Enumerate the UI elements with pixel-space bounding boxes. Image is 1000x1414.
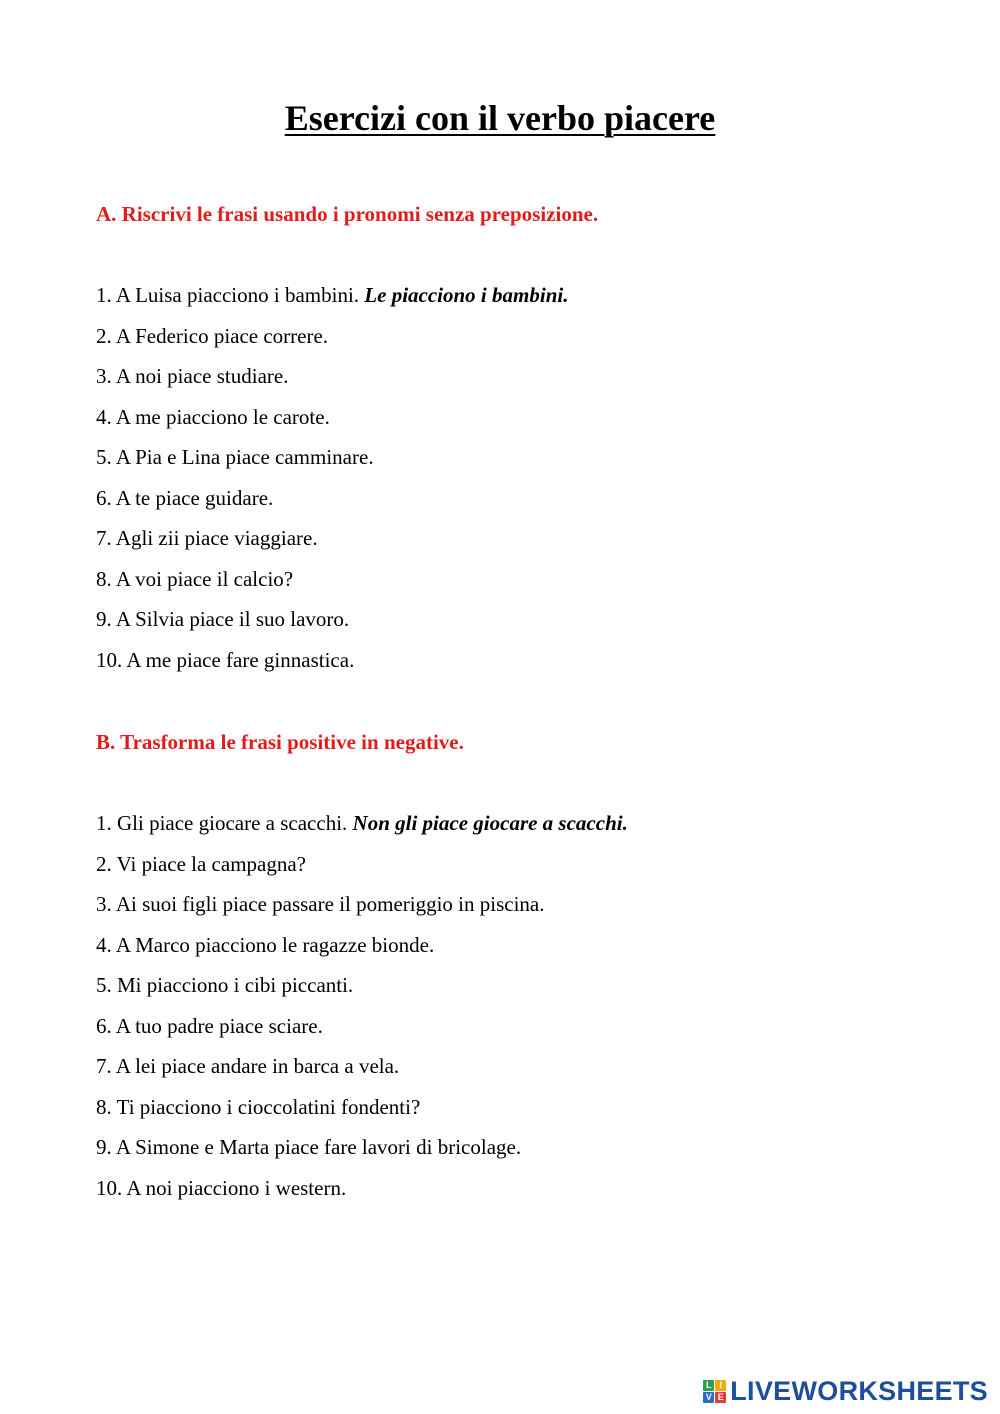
sentence-text: 10. A noi piacciono i western. [96,1175,347,1200]
list-item [96,565,568,606]
list-item [96,605,568,646]
sentence-text: 2. Vi piace la campagna? [96,851,306,876]
list-item [96,1012,628,1053]
liveworksheets-logo-icon [703,1380,726,1403]
sentence-text: 7. A lei piace andare in barca a vela. [96,1054,400,1078]
sentence-text: 5. A Pia e Lina piace camminare. [96,445,374,469]
example-answer: Le piacciono i bambini. [364,283,569,307]
list-item [96,809,628,850]
list-item [96,850,628,891]
section-b-list [96,809,628,1214]
list-item [96,403,568,444]
sentence-text: 6. A te piace guidare. [96,485,274,510]
list-item [96,890,628,931]
sentence-text: 6. A tuo padre piace sciare. [96,1013,323,1038]
list-item [96,322,568,363]
list-item [96,1174,628,1215]
sentence-text: 8. Ti piacciono i cioccolatini fondenti? [96,1094,421,1119]
logo-letter-i: I [715,1380,726,1391]
section-a-list [96,281,568,686]
list-item [96,1133,628,1174]
list-item [96,443,568,484]
list-item [96,931,628,972]
sentence-text: 2. A Federico piace correre. [96,323,329,348]
sentence-text: 4. A me piacciono le carote. [96,404,330,429]
logo-letter-l: L [703,1380,714,1391]
sentence-text: 10. A me piace fare ginnastica. [96,647,355,672]
section-b-heading: B. Trasforma le frasi positive in negative. [96,730,464,754]
logo-letter-e: E [715,1392,726,1403]
page-title: Esercizi con il verbo piacere [284,98,716,138]
sentence-text: 5. Mi piacciono i cibi piccanti. [96,973,354,997]
section-a-heading: A. Riscrivi le frasi usando i pronomi senza preposizione. [96,202,599,226]
liveworksheets-logo[interactable] [703,1376,988,1406]
list-item [96,1093,628,1134]
list-item [96,484,568,525]
sentence-text: 9. A Silvia piace il suo lavoro. [96,607,350,631]
sentence-text: 8. A voi piace il calcio? [96,566,294,591]
logo-wordmark: LIVEWORKSHEETS [730,1376,988,1406]
sentence-text: 3. Ai suoi figli piace passare il pomeriggio in piscina. [96,892,545,916]
list-item [96,362,568,403]
example-answer: Non gli piace giocare a scacchi. [352,811,628,835]
list-item [96,524,568,565]
list-item [96,646,568,687]
list-item [96,971,628,1012]
sentence-text: 9. A Simone e Marta piace fare lavori di bricolage. [96,1135,522,1159]
sentence-text: 3. A noi piace studiare. [96,364,289,388]
sentence-text: 4. A Marco piacciono le ragazze bionde. [96,932,435,957]
sentence-text: 1. A Luisa piacciono i bambini. [96,283,365,307]
list-item [96,1052,628,1093]
list-item [96,281,568,322]
sentence-text: 7. Agli zii piace viaggiare. [96,526,318,550]
logo-letter-v: V [703,1392,714,1403]
sentence-text: 1. Gli piace giocare a scacchi. [96,811,353,835]
